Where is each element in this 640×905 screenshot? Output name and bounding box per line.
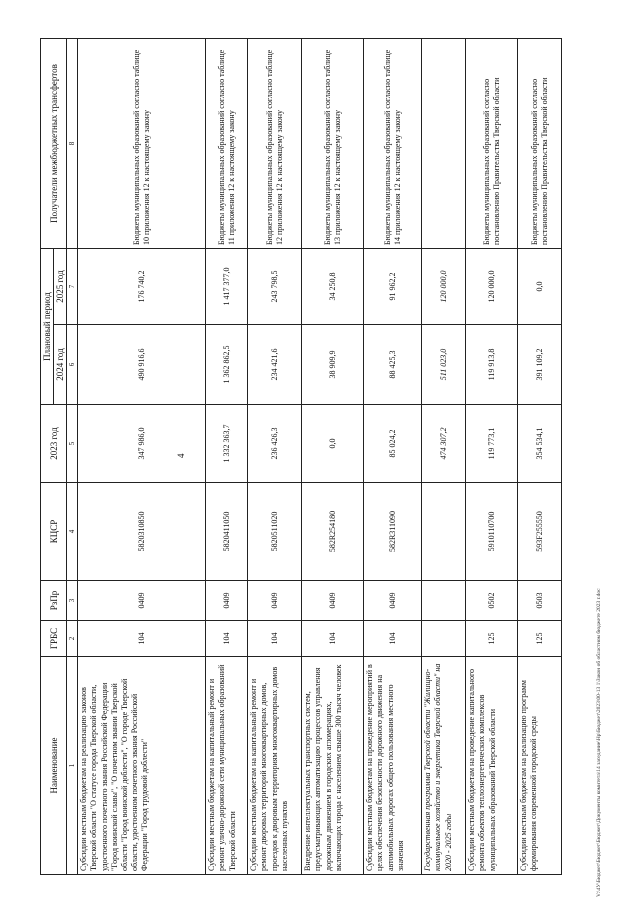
row-grbs: 104 — [364, 621, 422, 657]
row-2024: 490 916,6 — [78, 325, 206, 405]
header-year-2024: 2024 год — [54, 325, 67, 405]
row-rzpr: 0503 — [518, 581, 562, 621]
row-recipients: Бюджеты муниципальных образований согласно таблице 12 приложения 12 к настоящему закону — [248, 39, 302, 249]
row-2023: 236 426,3 — [248, 405, 302, 483]
column-number: 7 — [67, 249, 78, 325]
header-year-2023: 2023 год — [41, 405, 67, 483]
header-year-2025: 2025 год — [54, 249, 67, 325]
budget-table — [40, 38, 562, 875]
column-number: 6 — [67, 325, 78, 405]
row-grbs: 125 — [466, 621, 518, 657]
table-row — [78, 39, 206, 875]
row-rzpr: 0409 — [78, 581, 206, 621]
table-row — [466, 39, 518, 875]
row-2025: 0,0 — [518, 249, 562, 325]
header-planned-period: Плановый период — [41, 249, 54, 405]
table-row-program — [422, 39, 466, 875]
footer-file-path: V:\4У\Бюджет\Бюджет\Бюджет\Документы комитета\14 заседание\Нр\Бюджет\2023\00-13 1\Закон об областном бюджете 2023 г.doc — [596, 588, 602, 897]
header-name: Наименование — [41, 657, 67, 875]
row-2024: 1 362 862,5 — [206, 325, 248, 405]
row-grbs: 104 — [78, 621, 206, 657]
column-number: 5 — [67, 405, 78, 483]
row-grbs — [422, 621, 466, 657]
column-number: 8 — [67, 39, 78, 249]
row-recipients: Бюджеты муниципальных образований согласно таблице 14 приложения 12 к настоящему закону — [364, 39, 422, 249]
row-name: Субсидии местным бюджетам на проведение капитального ремонта объектов теплоэнергетических комплексов муниципальных образований Тверской области — [466, 657, 518, 875]
row-2024: 234 421,6 — [248, 325, 302, 405]
table-row — [206, 39, 248, 875]
row-name: Субсидии местным бюджетам на проведение мероприятий в целях обеспечения безопасности дорожного движения на автомобильных дорогах общего пользования местного значения — [364, 657, 422, 875]
table-row — [302, 39, 364, 875]
row-2023: 474 307,2 — [422, 405, 466, 483]
row-2025: 176 740,2 — [78, 249, 206, 325]
row-kcsr: 582R254180 — [302, 483, 364, 581]
row-2025: 91 962,2 — [364, 249, 422, 325]
table-row — [364, 39, 422, 875]
row-name: Субсидии местным бюджетам на капитальный ремонт и ремонт дворовых территорий многоквартирных домов, проездов к дворовым территориям многоквартирных домов населенных пунктов — [248, 657, 302, 875]
column-number: 3 — [67, 581, 78, 621]
row-rzpr: 0409 — [302, 581, 364, 621]
row-kcsr — [422, 483, 466, 581]
row-recipients: Бюджеты муниципальных образований согласно постановлению Правительства Тверской области — [466, 39, 518, 249]
row-recipients: Бюджеты муниципальных образований согласно постановлению Правительства Тверской области — [518, 39, 562, 249]
row-kcsr: 5820511020 — [248, 483, 302, 581]
row-rzpr: 0409 — [248, 581, 302, 621]
row-2023: 119 773,1 — [466, 405, 518, 483]
row-name: Государственная программа Тверской области "Жилищно-коммунальное хозяйство и энергетика Тверской области" на 2020 - 2025 годы — [422, 657, 466, 875]
row-grbs: 125 — [518, 621, 562, 657]
row-recipients: Бюджеты муниципальных образований согласно таблице 13 приложения 12 к настоящему закону — [302, 39, 364, 249]
column-number: 2 — [67, 621, 78, 657]
row-rzpr: 0409 — [206, 581, 248, 621]
row-2025: 34 250,8 — [302, 249, 364, 325]
row-rzpr: 0409 — [364, 581, 422, 621]
row-grbs: 104 — [206, 621, 248, 657]
header-grbs: ГРБС — [41, 621, 67, 657]
row-kcsr: 5820411050 — [206, 483, 248, 581]
header-recipients: Получатели межбюджетных трансфертов — [41, 39, 67, 249]
row-2023: 347 986,0 — [78, 405, 206, 483]
row-kcsr: 5910110700 — [466, 483, 518, 581]
row-rzpr: 0502 — [466, 581, 518, 621]
row-2023: 0,0 — [302, 405, 364, 483]
row-kcsr: 5820310850 — [78, 483, 206, 581]
page-number: 4 — [176, 453, 186, 458]
row-kcsr: 593F255550 — [518, 483, 562, 581]
row-2025: 1 417 377,0 — [206, 249, 248, 325]
row-2024: 38 909,9 — [302, 325, 364, 405]
row-name: Субсидии местным бюджетам на капитальный ремонт и ремонт улично-дорожной сети муниципальных образований Тверской области — [206, 657, 248, 875]
table-row — [248, 39, 302, 875]
row-2023: 85 024,2 — [364, 405, 422, 483]
column-number: 4 — [67, 483, 78, 581]
row-recipients: Бюджеты муниципальных образований согласно таблице 11 приложения 12 к настоящему закону — [206, 39, 248, 249]
row-2024: 391 109,2 — [518, 325, 562, 405]
table-header — [41, 39, 78, 875]
row-2024: 119 913,8 — [466, 325, 518, 405]
row-2023: 1 332 363,7 — [206, 405, 248, 483]
row-name: Субсидии местным бюджетам на реализацию программ формирования современной городской среды — [518, 657, 562, 875]
header-kcsr: КЦСР — [41, 483, 67, 581]
row-2025: 120 000,0 — [422, 249, 466, 325]
row-2024: 88 425,3 — [364, 325, 422, 405]
row-recipients — [422, 39, 466, 249]
table-body — [78, 39, 562, 875]
row-2023: 354 534,1 — [518, 405, 562, 483]
row-recipients: Бюджеты муниципальных образований согласно таблице 10 приложения 12 к настоящему закону — [78, 39, 206, 249]
row-2024: 511 023,0 — [422, 325, 466, 405]
row-name: Внедрение интеллектуальных транспортных систем, предусматривающих автоматизацию процессов управления дорожным движением в городских агломерациях, включающих города с населением свыше 300 тысяч человек — [302, 657, 364, 875]
row-rzpr — [422, 581, 466, 621]
table-row — [518, 39, 562, 875]
row-grbs: 104 — [302, 621, 364, 657]
row-2025: 243 798,5 — [248, 249, 302, 325]
row-name: Субсидии местным бюджетам на реализацию законов Тверской области "О статусе города Тверской области, удостоенного почетного звания Российской Федерации "Город воинской славы", "О почетном звании Тверской области "Город воинской доблести", "О городе Тверской области, удостоенном почетного звания Российской Федерации "Город трудовой доблести" — [78, 657, 206, 875]
header-rzpr: РзПр — [41, 581, 67, 621]
column-number: 1 — [67, 657, 78, 875]
row-kcsr: 582R311090 — [364, 483, 422, 581]
row-2025: 120 000,0 — [466, 249, 518, 325]
row-grbs: 104 — [248, 621, 302, 657]
